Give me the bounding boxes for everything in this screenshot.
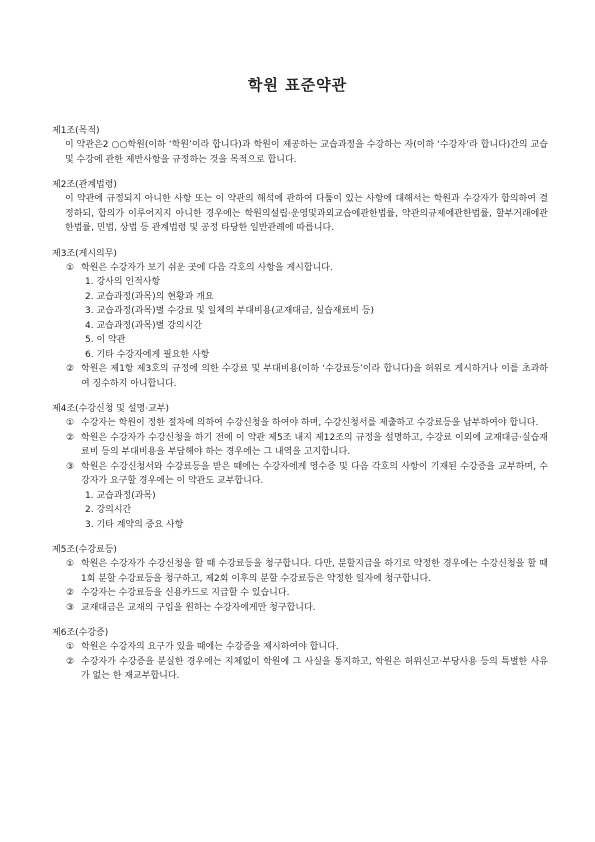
list-item: 3. 교습과정(과목)별 수강료 및 일체의 부대비용(교재대금, 실습재료비 등) — [85, 306, 374, 316]
clause-text: 수강자는 수강료등을 신용카드로 지급할 수 있습니다. — [81, 588, 290, 598]
clause-text: 학원은 제1항 제3호의 규정에 의한 수강료 및 부대비용(이하 ‘수강료등’이라 합니다)을 허위로 게시하거나 이를 초과하여 징수하지 아니합니다. — [81, 364, 548, 389]
list-item: 1. 강사의 인적사항 — [85, 277, 161, 287]
list-item: 5. 이 약관 — [85, 335, 126, 345]
clause — [52, 362, 548, 391]
clause-text: 학원은 수강자가 보기 쉬운 곳에 다음 각호의 사항을 게시합니다. — [81, 262, 333, 273]
list-item: 1. 교습과정(과목) — [85, 490, 156, 501]
article-text: 이 약관은2 ○○학원(이하 ‘학원’이라 합니다)과 학원이 제공하는 교습과정을 수강하는 자(이하 ‘수강자’라 합니다)간의 교습 및 수강에 관한 제반사항을 규정하는 것을 목적으로 합니다. — [65, 140, 548, 165]
article-heading: 제5조(수강료등) — [52, 545, 117, 555]
list-item: 2. 교습과정(과목)의 현황과 개요 — [85, 291, 214, 302]
clause — [52, 640, 548, 655]
clause-text: 학원은 수강자의 요구가 있을 때에는 수강증을 제시하여야 합니다. — [81, 642, 339, 652]
clause-marker: ① — [66, 418, 75, 428]
clause — [52, 601, 548, 616]
clause-text: 수강자가 수강증을 분실한 경우에는 지체없이 학원에 그 사실을 통지하고, 학원은 허위신고·부당사용 등의 특별한 사유가 없는 한 재교부합니다. — [81, 656, 548, 681]
article — [52, 124, 548, 167]
article — [52, 178, 548, 236]
article — [52, 247, 548, 392]
article-heading: 제3조(게시의무) — [52, 248, 117, 259]
clause-text: 교재대금은 교재의 구입을 원하는 수강자에게만 청구합니다. — [81, 602, 316, 613]
clause — [52, 460, 548, 489]
article-heading: 제4조(수강신청 및 설명·교부) — [52, 404, 169, 414]
clause — [52, 557, 548, 586]
clause — [52, 261, 548, 276]
list-item: 6. 기타 수강자에게 필요한 사항 — [85, 349, 210, 360]
clause — [52, 586, 548, 601]
article-text: 이 약관에 규정되지 아니한 사항 또는 이 약관의 해석에 관하여 다툼이 있는 사항에 대해서는 학원과 수강자가 합의하여 결정하되, 합의가 이루어지지 아니한 경우에는 학원의설립·운영및과외교습에관한법률, 약관의규제에관한법률, 할부거래에관한법률, 민법, 상법 등 관계법령 및 공정 타당한 일반관례에 따릅니다. — [65, 194, 548, 233]
clause-text: 학원은 수강자가 수강신청을 하기 전에 이 약관 제5조 내지 제12조의 규정을 설명하고, 수강료 이외에 교재대금·실습재료비 등의 부대비용을 부담해야 하는 경우에는 그 내역을 고지합니다. — [81, 432, 548, 457]
clause-marker: ③ — [66, 602, 75, 613]
clause — [52, 655, 548, 684]
clause-text: 수강자는 학원이 정한 절차에 의하여 수강신청을 하여야 하며, 수강신청서를 제출하고 수강료등을 납부하여야 합니다. — [81, 418, 539, 428]
list-item: 2. 강의시간 — [85, 505, 132, 515]
document-body — [52, 124, 548, 695]
article — [52, 626, 548, 684]
article-heading: 제1조(목적) — [52, 126, 100, 136]
list-item: 4. 교습과정(과목)별 강의시간 — [85, 320, 202, 331]
article — [52, 402, 548, 532]
clause-text: 학원은 수강신청서와 수강료등을 받은 때에는 수강자에게 영수증 및 다음 각호의 사항이 기재된 수강증을 교부하며, 수강자가 요구할 경우에는 이 약관도 교부합니다. — [81, 461, 548, 486]
clause-marker: ② — [66, 364, 75, 374]
clause-text: 학원은 수강자가 수강신청을 할 때 수강료등을 청구합니다. 다만, 분할지급을 하기로 약정한 경우에는 수강신청을 할 때 1회 분할 수강료등을 청구하고, 제2회 이후의 분할 수강료등은 약정한 일자에 청구합니다. — [81, 559, 548, 584]
clause — [52, 416, 548, 431]
document-title: 학원 표준약관 — [247, 76, 348, 94]
article — [52, 543, 548, 615]
article-heading: 제2조(관계법령) — [52, 180, 117, 190]
clause-marker: ② — [66, 432, 75, 443]
clause-marker: ① — [66, 642, 75, 652]
clause-marker: ① — [66, 559, 75, 569]
clause — [52, 431, 548, 460]
clause-marker: ③ — [66, 461, 75, 472]
article-heading: 제6조(수강증) — [52, 628, 109, 638]
list-item: 3. 기타 계약의 중요 사항 — [85, 519, 184, 530]
clause-marker: ② — [66, 656, 75, 667]
clause-marker: ① — [66, 262, 75, 273]
clause-marker: ② — [66, 588, 75, 598]
